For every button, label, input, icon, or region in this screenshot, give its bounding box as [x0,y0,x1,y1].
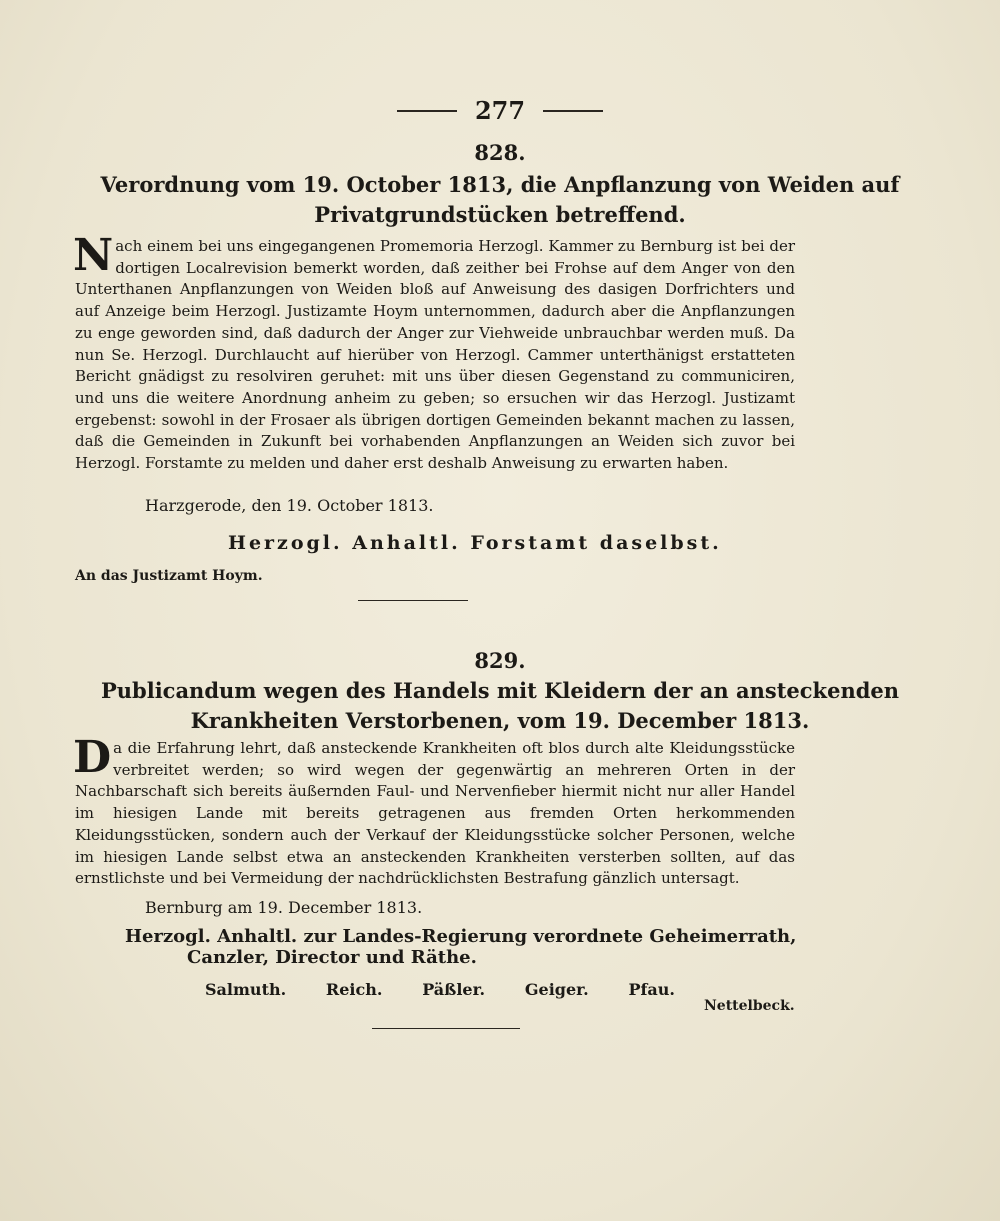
signature: Herzogl. Anhaltl. Forstamt daselbst. [228,532,722,554]
last-signatory: Nettelbeck. [704,998,795,1014]
signatory: Päßler. [422,980,486,999]
page-header [0,96,1000,125]
header-rule-right [543,110,603,112]
title-line: Publicandum wegen des Handels mit Kleidern der an ansteckenden [100,678,900,703]
section-divider [358,600,468,601]
authority-line: Canzler, Director und Räthe. [187,947,477,968]
page-number: 277 [474,96,526,125]
section-body [73,732,795,890]
section-number: 829. [474,648,526,673]
title-line: Krankheiten Verstorbenen, vom 19. December 1813. [190,708,810,733]
addressee: An das Justizamt Hoym. [75,568,263,584]
signatory: Pfau. [628,980,675,999]
authority-line: Herzogl. Anhaltl. zur Landes-Regierung verordnete Geheimerrath, [125,926,797,947]
signatory: Geiger. [524,980,589,999]
section-body [73,230,795,475]
title-line: Privatgrundstücken betreffend. [314,202,686,227]
header-rule-left [397,110,457,112]
drop-cap: D [73,732,112,783]
section-number: 828. [474,140,526,165]
body-paragraph: a die Erfahrung lehrt, daß ansteckende Krankheiten oft blos durch alte Kleidungsstücke verbreitet werden; so wird wegen der gegenwärtig an mehreren Orten in der Nachbarschaft sich bereits äußernden Faul- und Nervenfieber hiermit nicht nur aller Handel im hiesigen Lande mit bereits getragenen aus fremden Orten herkommenden Kleidungsstücken, sondern auch der Verkauf der Kleidungsstücke solcher Personen, welche im hiesigen Lande selbst etwa an ansteckenden Krankheiten versterben sollten, auf das ernstlichste und bei Vermeidung der nachdrücklichsten Bestrafung gänzlich untersagt. [75,739,795,888]
end-divider [372,1028,520,1029]
signatory: Salmuth. [205,980,287,999]
section-title [90,170,910,230]
drop-cap: N [73,230,114,281]
section-title [90,676,910,736]
place-date: Harzgerode, den 19. October 1813. [145,496,434,515]
title-line: Verordnung vom 19. October 1813, die Anpflanzung von Weiden auf [100,172,900,197]
signatories [205,980,675,999]
signatory: Reich. [325,980,383,999]
body-paragraph: ach einem bei uns eingegangenen Promemoria Herzogl. Kammer zu Bernburg ist bei der dortigen Localrevision bemerkt worden, daß zeither bei Frohse auf dem Anger von den Unterthanen Anpflanzungen von Weiden bloß auf Anweisung des dasigen Dorfrichters und auf Anzeige beim Herzogl. Justizamte Hoym unternommen, dadurch aber die Anpflanzungen zu enge geworden sind, daß dadurch der Anger zur Viehweide unbrauchbar werden muß. Da nun Se. Herzogl. Durchlaucht auf hierüber von Herzogl. Cammer unterthänigst erstatteten Bericht gnädigst zu resolviren geruhet: mit uns über diesen Gegenstand zu communiciren, und uns die weitere Anordnung anheim zu geben; so ersuchen wir das Herzogl. Justizamt ergebenst: sowohl in der Frosaer als übrigen dortigen Gemeinden bekannt machen zu lassen, daß die Gemeinden in Zukunft bei vorhabenden Anpflanzungen an Weiden sich zuvor bei Herzogl. Forstamte zu melden und daher erst deshalb Anweisung zu erwarten haben. [75,237,795,473]
authority [125,926,796,968]
place-date: Bernburg am 19. December 1813. [145,898,423,917]
